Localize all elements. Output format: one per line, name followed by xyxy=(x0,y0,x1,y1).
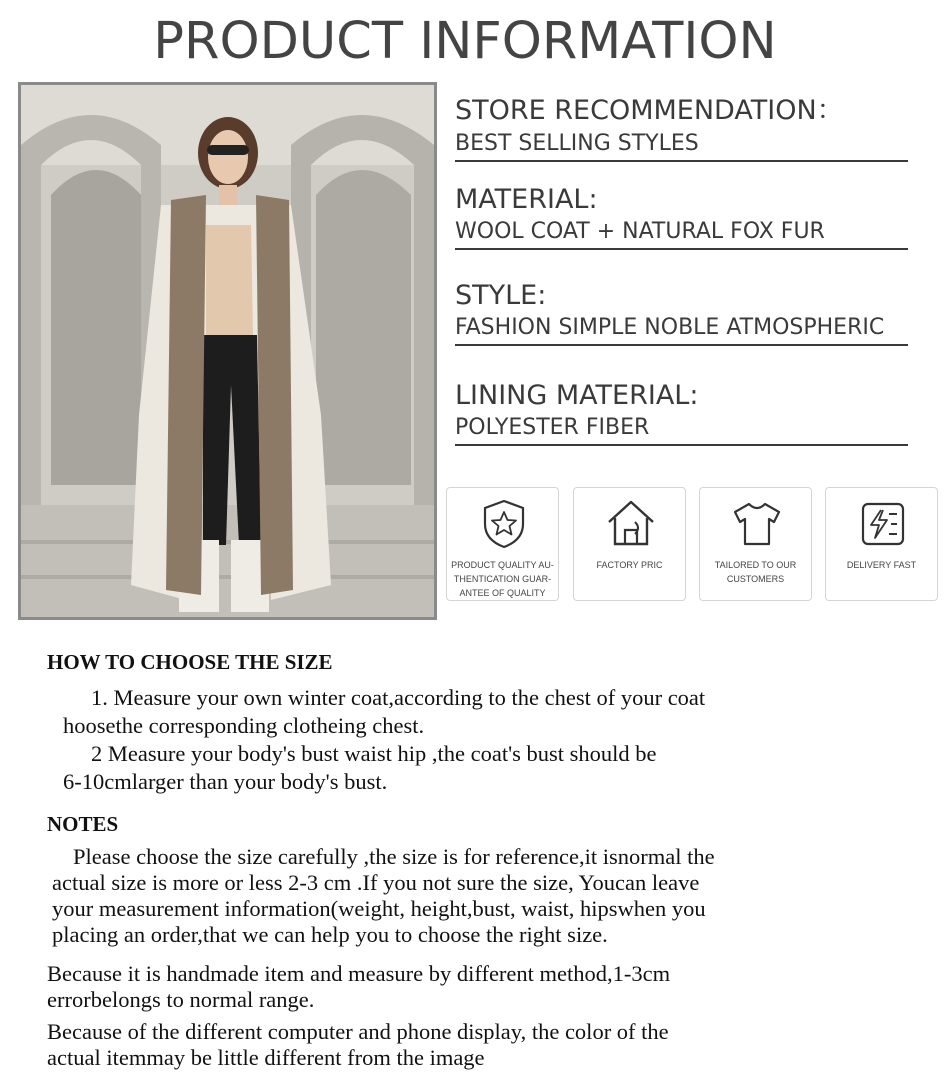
info-material xyxy=(455,184,935,250)
info-label: MATERIAL: xyxy=(455,184,598,215)
feature-delivery xyxy=(825,487,938,601)
info-label: LINING MATERIAL: xyxy=(455,380,699,411)
info-store-recommendation xyxy=(455,88,935,162)
divider xyxy=(455,444,908,446)
notes-line: actual itemmay be little different from the image xyxy=(47,1045,485,1070)
info-label: STORE RECOMMENDATION： xyxy=(455,95,844,126)
info-value: BEST SELLING STYLES xyxy=(455,131,699,156)
size-guide-line: hoosethe corresponding clotheing chest. xyxy=(63,713,425,738)
size-guide-line: 2 Measure your body's bust waist hip ,the coat's bust should be xyxy=(91,741,657,766)
info-label: STYLE: xyxy=(455,280,547,311)
size-guide-heading: HOW TO CHOOSE THE SIZE xyxy=(47,650,333,674)
divider xyxy=(455,248,908,250)
info-value: POLYESTER FIBER xyxy=(455,415,650,440)
info-lining-material xyxy=(455,380,935,446)
notes-line: placing an order,that we can help you to choose the right size. xyxy=(52,922,608,947)
page-title: PRODUCT INFORMATION xyxy=(153,12,777,71)
feature-factory-price xyxy=(573,487,686,601)
factory-house-icon xyxy=(605,498,657,550)
divider xyxy=(455,344,908,346)
notes-line: Because of the different computer and phone display, the color of the xyxy=(47,1019,669,1044)
feature-tailored xyxy=(699,487,812,601)
tshirt-icon xyxy=(731,498,783,550)
feature-quality xyxy=(446,487,559,601)
notes-heading: NOTES xyxy=(47,812,119,836)
info-value: FASHION SIMPLE NOBLE ATMOSPHERIC xyxy=(455,315,885,340)
divider xyxy=(455,160,908,162)
model-in-coat-image xyxy=(21,85,434,617)
fast-delivery-icon xyxy=(857,498,909,550)
info-style xyxy=(455,280,935,346)
info-value: WOOL COAT + NATURAL FOX FUR xyxy=(455,219,825,244)
shield-star-icon xyxy=(478,498,530,550)
feature-badges xyxy=(446,487,942,603)
notes-line: errorbelongs to normal range. xyxy=(47,987,315,1012)
notes-line: Because it is handmade item and measure by different method,1-3cm xyxy=(47,961,671,986)
size-guide-line: 6-10cmlarger than your body's bust. xyxy=(63,769,388,794)
notes-line: Please choose the size carefully ,the size is for reference,it isnormal the xyxy=(73,844,715,869)
notes-line: actual size is more or less 2-3 cm .If you not sure the size, Youcan leave xyxy=(52,870,700,895)
product-photo xyxy=(18,82,437,620)
notes-line: your measurement information(weight, height,bust, waist, hipswhen you xyxy=(52,896,706,921)
feature-label: FACTORY PRIC xyxy=(596,560,663,570)
size-guide-line: 1. Measure your own winter coat,according to the chest of your coat xyxy=(91,685,706,710)
feature-label: TAILORED TO OUR CUSTOMERS xyxy=(714,560,797,584)
feature-label: PRODUCT QUALITY AU- THENTICATION GUAR- ANTEE OF QUALITY xyxy=(451,560,554,598)
feature-label: DELIVERY FAST xyxy=(846,560,917,570)
